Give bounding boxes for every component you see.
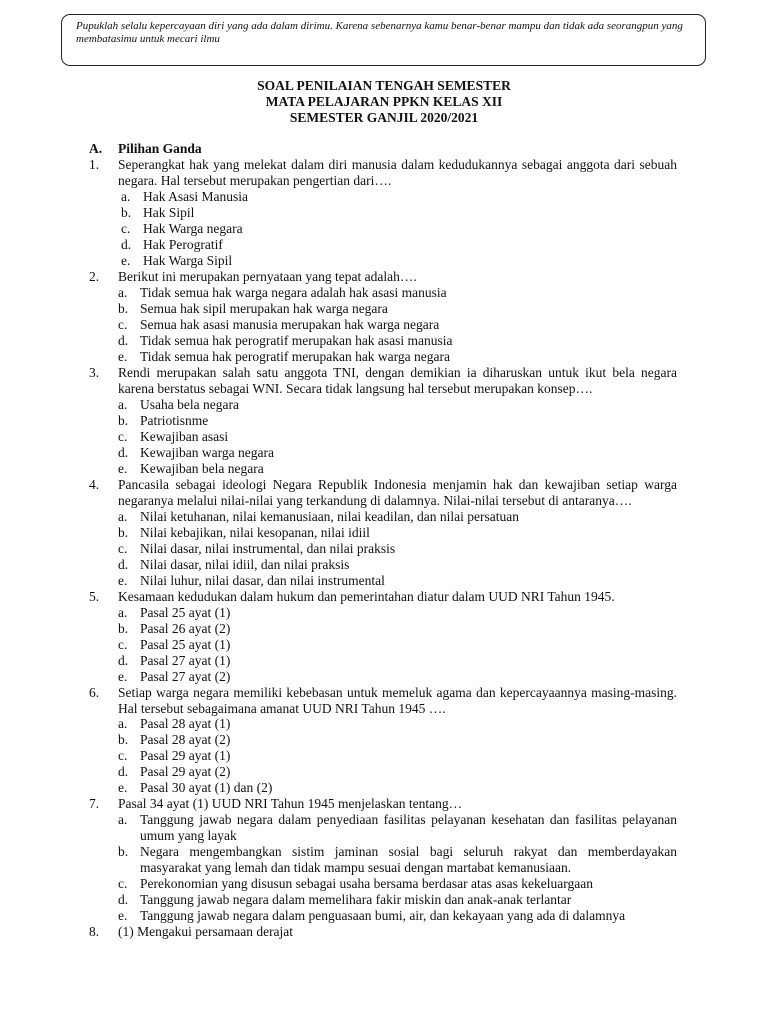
option — [118, 780, 272, 796]
option-text: Perekonomian yang disusun sebagai usaha bersama berdasar atas asas kekeluargaan — [140, 876, 593, 891]
option-letter: b. — [118, 413, 129, 428]
option — [118, 541, 395, 557]
option — [118, 349, 450, 365]
question-number: 8. — [89, 924, 100, 939]
option — [118, 445, 274, 461]
option — [121, 221, 243, 237]
option — [118, 397, 239, 413]
option-letter: b. — [118, 732, 129, 747]
option — [121, 253, 232, 269]
option-text: Pasal 27 ayat (1) — [140, 653, 231, 668]
question-7 — [89, 796, 677, 812]
option-letter: a. — [118, 509, 128, 524]
option-text: Hak Perogratif — [143, 237, 223, 252]
option-text: Pasal 30 ayat (1) dan (2) — [140, 780, 273, 795]
option — [118, 732, 230, 748]
option-letter: a. — [118, 605, 128, 620]
section-heading — [89, 141, 202, 157]
option-letter: e. — [118, 780, 128, 795]
option-text: Nilai ketuhanan, nilai kemanusiaan, nilai keadilan, dan nilai persatuan — [140, 509, 519, 524]
option — [118, 653, 230, 669]
option-letter: e. — [118, 669, 128, 684]
option-letter: b. — [118, 301, 129, 316]
option-text: Tidak semua hak perogratif merupakan hak warga negara — [140, 349, 451, 364]
question-text: Pancasila sebagai ideologi Negara Republik Indonesia menjamin hak dan kewajiban setiap warga negaranya melalui nilai-nilai yang terkandung di dalamnya. Nilai-nilai tersebut di antaranya…. — [118, 477, 677, 508]
question-number: 5. — [89, 589, 100, 604]
option-text: Kewajiban warga negara — [140, 445, 274, 460]
question-text: Rendi merupakan salah satu anggota TNI, dengan demikian ia diharuskan untuk ikut bela negara karena berstatus sebagai WNI. Secara tidak langsung hal tersebut merupakan konsep…. — [118, 365, 677, 396]
option-text: Usaha bela negara — [140, 397, 239, 412]
option-text: Hak Asasi Manusia — [143, 189, 248, 204]
option-letter: e. — [121, 253, 131, 268]
option-text: Tanggung jawab negara dalam penguasaan bumi, air, dan kekayaan yang ada di dalamnya — [140, 908, 626, 923]
option — [118, 812, 677, 844]
option-letter: b. — [121, 205, 132, 220]
option-letter: d. — [118, 892, 129, 907]
option-letter: a. — [118, 397, 128, 412]
option-text: Nilai kebajikan, nilai kesopanan, nilai idiil — [140, 525, 370, 540]
option-text: Nilai dasar, nilai idiil, dan nilai praksis — [140, 557, 350, 572]
option-text: Nilai dasar, nilai instrumental, dan nilai praksis — [140, 541, 396, 556]
option-letter: e. — [118, 908, 128, 923]
option-letter: b. — [118, 621, 129, 636]
section-title: Pilihan Ganda — [118, 141, 202, 156]
option-text: Tanggung jawab negara dalam memelihara fakir miskin dan anak-anak terlantar — [140, 892, 572, 907]
option-letter: c. — [118, 317, 128, 332]
option — [118, 285, 447, 301]
question-number: 6. — [89, 685, 100, 700]
option-letter: a. — [118, 812, 128, 827]
option — [118, 461, 264, 477]
motivation-quote-box — [61, 14, 706, 66]
option — [121, 189, 248, 205]
option — [118, 509, 519, 525]
option-text: Hak Sipil — [143, 205, 195, 220]
question-6 — [89, 685, 677, 717]
question-text: (1) Mengakui persamaan derajat — [118, 924, 294, 939]
option — [118, 844, 677, 876]
question-number: 3. — [89, 365, 100, 380]
option-letter: c. — [118, 429, 128, 444]
exam-subject: MATA PELAJARAN PPKN KELAS XII — [265, 94, 503, 109]
option-letter: e. — [118, 573, 128, 588]
option-text: Tidak semua hak perogratif merupakan hak asasi manusia — [140, 333, 453, 348]
question-4 — [89, 477, 677, 509]
option — [118, 892, 677, 908]
option-letter: c. — [118, 541, 128, 556]
option-text: Pasal 29 ayat (1) — [140, 748, 231, 763]
option — [118, 413, 208, 429]
option-letter: b. — [118, 844, 129, 859]
option — [118, 669, 230, 685]
question-3 — [89, 365, 677, 397]
option — [118, 716, 230, 732]
option-text: Pasal 29 ayat (2) — [140, 764, 231, 779]
option-text: Tidak semua hak warga negara adalah hak asasi manusia — [140, 285, 447, 300]
option-letter: e. — [118, 349, 128, 364]
exam-semester: SEMESTER GANJIL 2020/2021 — [289, 110, 479, 125]
option-letter: c. — [121, 221, 131, 236]
option-letter: c. — [118, 748, 128, 763]
option — [118, 908, 677, 924]
option — [118, 764, 230, 780]
option — [118, 333, 453, 349]
option — [118, 301, 388, 317]
option — [121, 205, 194, 221]
option-text: Pasal 26 ayat (2) — [140, 621, 231, 636]
question-number: 1. — [89, 157, 100, 172]
option — [118, 525, 370, 541]
option-letter: b. — [118, 525, 129, 540]
option-letter: a. — [121, 189, 131, 204]
exam-title: SOAL PENILAIAN TENGAH SEMESTER — [257, 78, 511, 93]
option — [118, 621, 230, 637]
option-text: Semua hak sipil merupakan hak warga negara — [140, 301, 388, 316]
option-text: Patriotisnme — [140, 413, 209, 428]
option-letter: d. — [121, 237, 132, 252]
question-number: 2. — [89, 269, 100, 284]
option — [118, 605, 230, 621]
option-letter: c. — [118, 637, 128, 652]
option — [118, 876, 677, 892]
option — [121, 237, 223, 253]
option-letter: c. — [118, 876, 128, 891]
question-text: Pasal 34 ayat (1) UUD NRI Tahun 1945 menjelaskan tentang… — [118, 796, 463, 811]
option-text: Hak Warga negara — [143, 221, 243, 236]
option-text: Pasal 28 ayat (2) — [140, 732, 231, 747]
section-letter: A. — [89, 141, 103, 156]
option-text: Pasal 28 ayat (1) — [140, 716, 231, 731]
option-text: Pasal 25 ayat (1) — [140, 637, 231, 652]
question-5 — [89, 589, 677, 605]
question-text: Setiap warga negara memiliki kebebasan untuk memeluk agama dan kepercayaannya masing-masing. Hal tersebut sebagaimana amanat UUD NRI Tahun 1945 …. — [118, 685, 677, 716]
option — [118, 637, 230, 653]
motivation-quote: Pupuklah selalu kepercayaan diri yang ada dalam dirimu. Karena sebenarnya kamu benar-benar mampu dan tidak ada seorangpun yang membatasimu untuk mecari ilmu — [76, 20, 683, 45]
question-text: Kesamaan kedudukan dalam hukum dan pemerintahan diatur dalam UUD NRI Tahun 1945. — [118, 589, 615, 604]
question-8 — [89, 924, 677, 940]
question-text: Seperangkat hak yang melekat dalam diri manusia dalam kedudukannya sebagai anggota dari sebuah negara. Hal tersebut merupakan pengertian dari…. — [118, 157, 677, 188]
option-letter: d. — [118, 333, 129, 348]
question-text: Berikut ini merupakan pernyataan yang tepat adalah…. — [118, 269, 417, 284]
option-text: Negara mengembangkan sistim jaminan sosial bagi seluruh rakyat dan memberdayakan masyarakat yang lemah dan tidak mampu sesuai dengan martabat kemanusiaan. — [140, 844, 677, 875]
option — [118, 429, 228, 445]
option-letter: d. — [118, 653, 129, 668]
option-text: Pasal 25 ayat (1) — [140, 605, 231, 620]
question-1 — [89, 157, 677, 189]
option-letter: d. — [118, 557, 129, 572]
question-2 — [89, 269, 677, 285]
option-letter: a. — [118, 716, 128, 731]
option-text: Kewajiban bela negara — [140, 461, 264, 476]
option-text: Semua hak asasi manusia merupakan hak warga negara — [140, 317, 440, 332]
option-text: Nilai luhur, nilai dasar, dan nilai instrumental — [140, 573, 385, 588]
option — [118, 573, 385, 589]
option-text: Hak Warga Sipil — [143, 253, 233, 268]
option-letter: d. — [118, 445, 129, 460]
option-letter: a. — [118, 285, 128, 300]
option-text: Pasal 27 ayat (2) — [140, 669, 231, 684]
option — [118, 557, 349, 573]
option — [118, 317, 439, 333]
option — [118, 748, 230, 764]
option-text: Kewajiban asasi — [140, 429, 229, 444]
question-number: 7. — [89, 796, 100, 811]
question-number: 4. — [89, 477, 100, 492]
option-text: Tanggung jawab negara dalam penyediaan fasilitas pelayanan kesehatan dan fasilitas pelayanan umum yang layak — [140, 812, 677, 843]
option-letter: d. — [118, 764, 129, 779]
option-letter: e. — [118, 461, 128, 476]
